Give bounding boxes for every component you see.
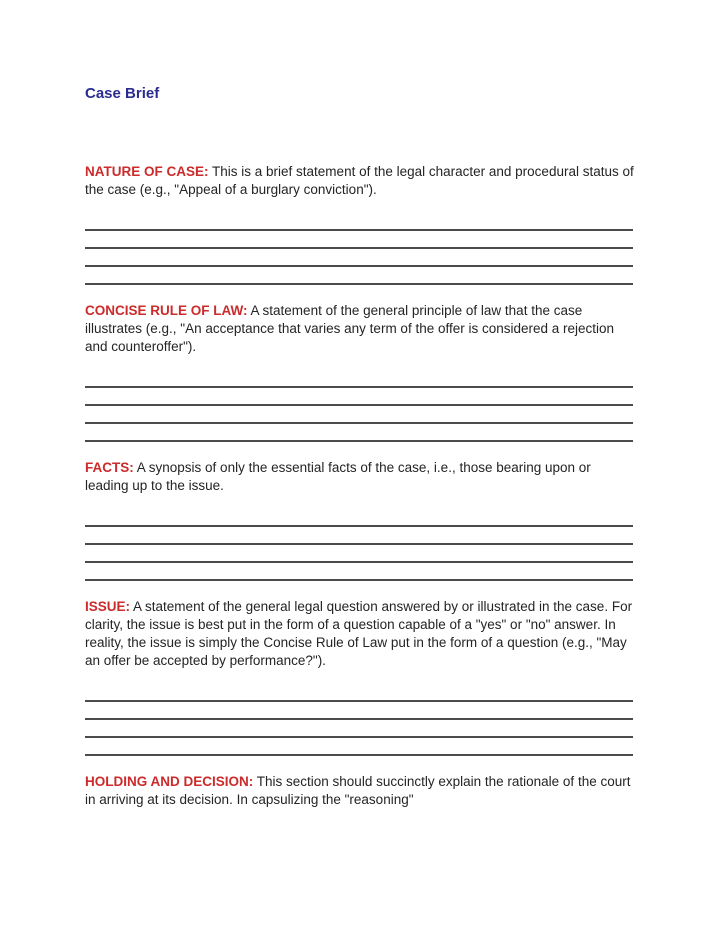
section-paragraph xyxy=(85,773,635,809)
answer-lines xyxy=(85,213,633,285)
answer-line xyxy=(85,388,633,406)
section-heading: FACTS: xyxy=(85,460,134,475)
section-heading: ISSUE: xyxy=(85,599,131,614)
case-brief-section xyxy=(85,598,635,756)
section-description: A statement of the general principle of law that the case illustrates (e.g., "An acceptance that varies any term of the offer is considered a rejection and counteroffer"). xyxy=(85,303,615,354)
answer-line xyxy=(85,563,633,581)
section-description: This is a brief statement of the legal character and procedural status of the case (e.g., "Appeal of a burglary conviction"). xyxy=(85,164,634,197)
answer-line xyxy=(85,424,633,442)
answer-line xyxy=(85,213,633,231)
answer-line xyxy=(85,527,633,545)
answer-line xyxy=(85,545,633,563)
answer-line xyxy=(85,370,633,388)
section-paragraph xyxy=(85,163,635,199)
answer-line xyxy=(85,249,633,267)
answer-line xyxy=(85,267,633,285)
section-paragraph xyxy=(85,302,635,356)
document-title: Case Brief xyxy=(85,85,160,102)
answer-line xyxy=(85,684,633,702)
section-heading: HOLDING AND DECISION: xyxy=(85,774,254,789)
section-description: A synopsis of only the essential facts of the case, i.e., those bearing upon or leading up to the issue. xyxy=(85,460,591,493)
section-description: This section should succinctly explain the rationale of the court in arriving at its decision. In capsulizing the "reasoning" xyxy=(85,774,631,807)
case-brief-section xyxy=(85,302,635,442)
answer-line xyxy=(85,720,633,738)
answer-lines xyxy=(85,684,633,756)
answer-line xyxy=(85,702,633,720)
answer-line xyxy=(85,231,633,249)
answer-line xyxy=(85,509,633,527)
section-heading: NATURE OF CASE: xyxy=(85,164,209,179)
section-paragraph xyxy=(85,459,635,495)
section-heading: CONCISE RULE OF LAW: xyxy=(85,303,248,318)
case-brief-section xyxy=(85,163,635,285)
sections-container xyxy=(85,163,635,809)
case-brief-section xyxy=(85,459,635,581)
answer-lines xyxy=(85,509,633,581)
answer-line xyxy=(85,406,633,424)
section-description: A statement of the general legal question answered by or illustrated in the case. For clarity, the issue is best put in the form of a question capable of a "yes" or "no" answer. In reality, the issue is simply the Concise Rule of Law put in the form of a question (e.g., "May an offer be accepted by performance?"). xyxy=(85,599,633,668)
case-brief-section xyxy=(85,773,635,809)
answer-lines xyxy=(85,370,633,442)
section-paragraph xyxy=(85,598,635,670)
answer-line xyxy=(85,738,633,756)
